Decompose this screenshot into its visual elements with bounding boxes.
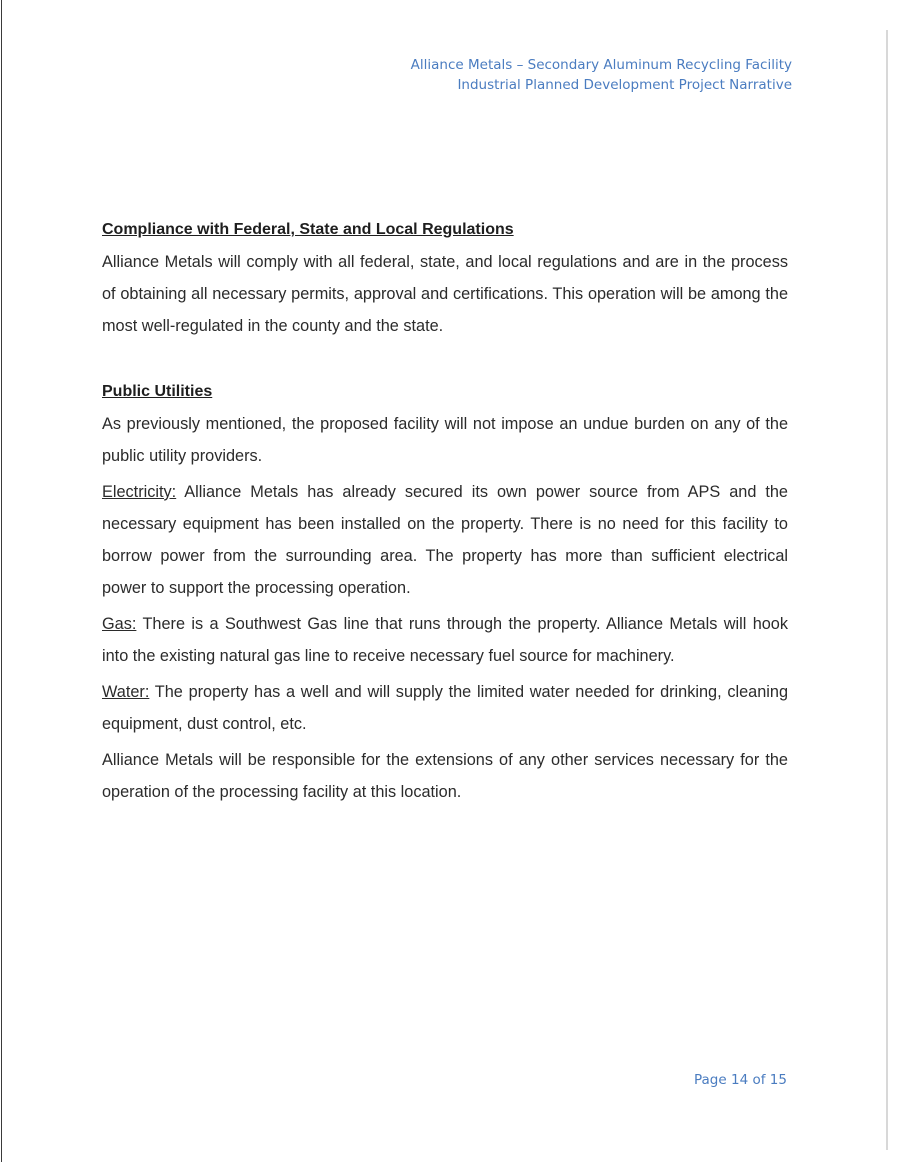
section-compliance [102, 218, 788, 342]
page-number: Page 14 of 15 [694, 1072, 787, 1088]
paragraph-water [102, 676, 788, 740]
document-body [102, 218, 788, 808]
paragraph-electricity [102, 476, 788, 604]
paragraph-compliance: Alliance Metals will comply with all federal, state, and local regulations and are in the process of obtaining all necessary permits, approval and certifications. This operation will be among the most well-regulated in the county and the state. [102, 253, 788, 335]
label-gas: Gas: [102, 615, 137, 633]
section-heading-compliance: Compliance with Federal, State and Local Regulations [102, 221, 514, 238]
label-water: Water: [102, 683, 150, 701]
header-line-1: Alliance Metals – Secondary Aluminum Recycling Facility [410, 57, 792, 73]
paragraph-gas [102, 608, 788, 672]
text-gas: There is a Southwest Gas line that runs through the property. Alliance Metals will hook into the existing natural gas line to receive necessary fuel source for machinery. [102, 615, 788, 665]
text-water: The property has a well and will supply the limited water needed for drinking, cleaning equipment, dust control, etc. [102, 683, 788, 733]
page-right-edge [886, 30, 888, 1150]
section-heading-public-utilities: Public Utilities [102, 383, 213, 400]
paragraph-utilities-intro: As previously mentioned, the proposed facility will not impose an undue burden on any of the public utility providers. [102, 415, 788, 465]
label-electricity: Electricity: [102, 483, 177, 501]
section-public-utilities [102, 380, 788, 808]
paragraph-closing: Alliance Metals will be responsible for the extensions of any other services necessary for the operation of the processing facility at this location. [102, 751, 788, 801]
header-line-2: Industrial Planned Development Project Narrative [457, 77, 792, 93]
page-left-edge [1, 0, 2, 1162]
running-header [411, 55, 792, 95]
text-electricity: Alliance Metals has already secured its own power source from APS and the necessary equipment has been installed on the property. There is no need for this facility to borrow power from the surrounding area. The property has more than sufficient electrical power to support the processing operation. [102, 483, 788, 597]
